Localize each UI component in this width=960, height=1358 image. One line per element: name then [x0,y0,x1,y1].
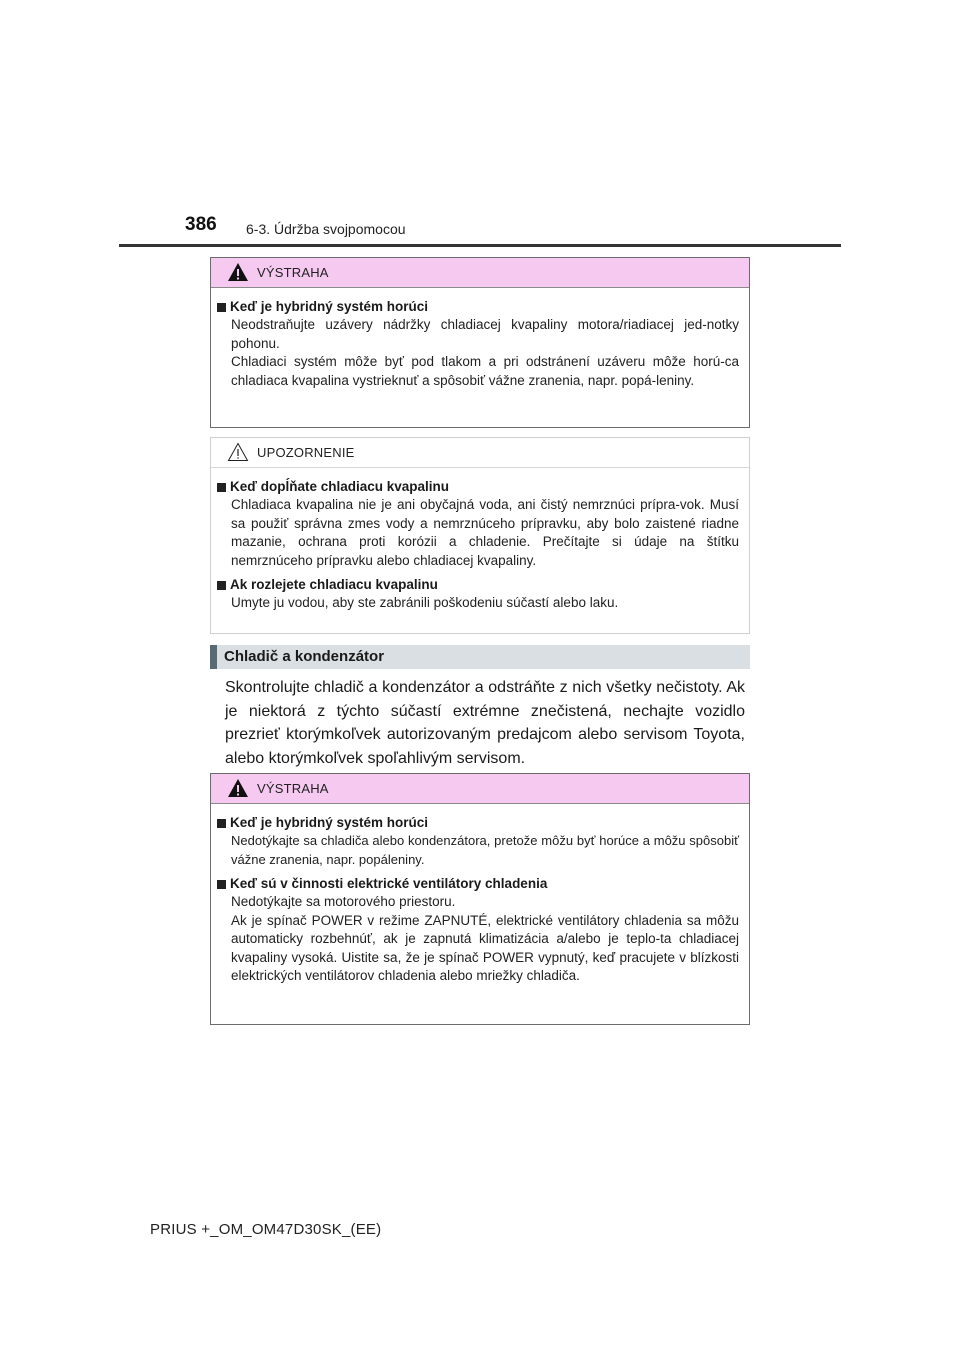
list-item [217,576,739,613]
header-divider [119,244,841,247]
item-text: Chladiaca kvapalina nie je ani obyčajná voda, ani čistý nemrznúci prípra-vok. Musí sa použiť správna zmes vody a nemrznúceho prípravku, aby bolo zaistené riadne mazanie, ochrana proti korózii a chladenie. Prečítajte si údaje na štítku nemrznúceho prípravku alebo chladiacej kvapaliny. [231,497,739,568]
item-title: Keď je hybridný systém horúci [230,299,429,314]
list-item [217,814,739,869]
item-text: Nedotýkajte sa chladiča alebo kondenzátora, pretože môžu byť horúce a môžu spôsobiť vážne zranenia, napr. popáleniny. [231,833,739,867]
warning-box-1 [210,257,750,428]
square-bullet-icon [217,880,226,889]
warning-label: VÝSTRAHA [257,265,329,280]
caution-header [211,438,749,468]
body-paragraph: Skontrolujte chladič a kondenzátor a odstráňte z nich všetky nečistoty. Ak je niektorá z týchto súčastí extrémne znečistená, nechajte vozidlo prezrieť ktorýmkoľvek autorizovaným predajcom alebo servisom Toyota, alebo ktorýmkoľvek spoľahlivým servisom. [225,679,745,767]
item-text: Umyte ju vodou, aby ste zabránili poškodeniu súčastí alebo laku. [231,595,619,610]
warning-triangle-icon [227,778,249,798]
warning-header [211,258,749,288]
warning-body [211,804,749,1004]
warning-body [211,288,749,408]
item-text: Neodstraňujte uzávery nádržky chladiacej kvapaliny motora/riadiacej jed-notky pohonu. Chladiaci systém môže byť pod tlakom a pri odstránení uzáveru môže horú-ca chladiaca kvapalina vystrieknuť a spôsobiť vážne zranenia, napr. popá-leniny. [231,317,739,388]
caution-triangle-icon [227,442,249,462]
warning-triangle-icon [227,262,249,282]
square-bullet-icon [217,303,226,312]
item-title: Keď dopĺňate chladiacu kvapalinu [230,479,450,494]
topic-title: Chladič a kondenzátor [224,648,385,665]
item-title: Keď sú v činnosti elektrické ventilátory chladenia [230,876,548,891]
item-text: Nedotýkajte sa motorového priestoru. Ak je spínač POWER v režime ZAPNUTÉ, elektrické ventilátory chladenia sa môžu automaticky rozbehnúť, ak je zapnutá klimatizácia a/alebo je teplo-ta chladiacej kvapaliny vysoká. Uistite sa, že je spínač POWER vypnutý, keď pracujete v blízkosti elektrických ventilátorov chladenia alebo mriežky chladiča. [231,894,739,983]
square-bullet-icon [217,819,226,828]
item-title: Keď je hybridný systém horúci [230,815,429,830]
warning-header [211,774,749,804]
caution-body [211,468,749,631]
item-title: Ak rozlejete chladiacu kvapalinu [230,577,438,592]
document-code: PRIUS +_OM_OM47D30SK_(EE) [150,1221,382,1238]
square-bullet-icon [217,483,226,492]
warning-label: VÝSTRAHA [257,781,329,796]
list-item [217,875,739,986]
list-item [217,298,739,390]
caution-box [210,437,750,634]
section-title: 6-3. Údržba svojpomocou [246,221,406,237]
page-number: 386 [185,214,217,235]
page-header [0,0,960,250]
warning-box-2 [210,773,750,1025]
list-item [217,478,739,570]
topic-heading [210,645,750,669]
caution-label: UPOZORNENIE [257,445,355,460]
square-bullet-icon [217,581,226,590]
